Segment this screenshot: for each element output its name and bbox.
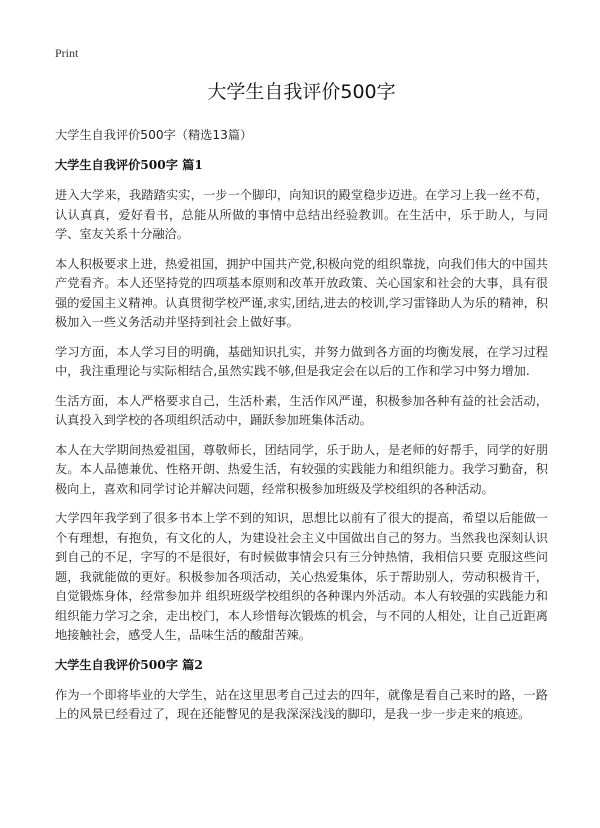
paragraph: 生活方面，本人严格要求自己，生活朴素，生活作风严谨，积极参加各种有益的社会活动，认真投入到学校的各项组织活动中，踊跃参加班集体活动。 <box>55 393 548 427</box>
print-link[interactable]: Print <box>55 46 79 60</box>
section-heading: 大学生自我评价500字 篇1 <box>55 158 203 172</box>
page-title: 大学生自我评价500字 <box>207 81 396 103</box>
section-1 <box>55 156 548 646</box>
section-2 <box>55 656 548 725</box>
paragraph: 大学四年我学到了很多书本上学不到的知识，思想比以前有了很大的提高，希望以后能做一个有理想，有抱负，有文化的人，为建设社会主义中国做出自己的努力。当然我也深刻认识到自己的不足，字写的不是很好，有时候做事情会只有三分钟热情，我相信只要 克服这些问题，我就能做的更好。积极参加各项活动，关心热爱集体，乐于帮助别人，劳动积极肯干，自觉锻炼身体，经常参加并 组织班级学校组织的各种课内外活动。本人有较强的实践能力和组织能力学习之余，走出校门，本人珍惜每次锻炼的机会，与不同的人相处，让自己近距离地接触社会，感受人生，品味生活的酸甜苦辣。 <box>55 511 548 642</box>
paragraph: 作为一个即将毕业的大学生，站在这里思考自己过去的四年，就像是看自己来时的路，一路上的风景已经看过了，现在还能瞥见的是我深深浅浅的脚印，是我一步一步走来的痕迹。 <box>55 687 548 721</box>
paragraph: 学习方面，本人学习目的明确，基础知识扎实，并努力做到各方面的均衡发展，在学习过程中，我注重理论与实际相结合,虽然实践不够,但是我定会在以后的工作和学习中努力增加. <box>55 344 548 378</box>
section-heading: 大学生自我评价500字 篇2 <box>55 657 203 672</box>
paragraph: 本人在大学期间热爱祖国，尊敬师长，团结同学，乐于助人，是老师的好帮手，同学的好朋友。本人品德兼优、性格开朗、热爱生活，有较强的实践能力和组织能力。我学习勤奋，积极向上，喜欢和同学讨论并解决问题，经常积极参加班级及学校组织的各种活动。 <box>55 442 548 496</box>
paragraph: 进入大学来，我踏踏实实，一步一个脚印，向知识的殿堂稳步迈进。在学习上我一丝不苟，认认真真，爱好看书，总能从所做的事情中总结出经验教训。在生活中，乐于助人，与同学、室友关系十分融洽。 <box>55 188 548 241</box>
paragraph: 本人积极要求上进，热爱祖国，拥护中国共产党,积极向党的组织靠拢，向我们伟大的中国共产党看齐。本人还坚持党的四项基本原则和改革开放政策、关心国家和社会的大事，具有很强的爱国主义精神。认真贯彻学校严谨,求实,团结,进去的校训,学习雷锋助人为乐的精神，积极加入一些义务活动并坚持到社会上做好事。 <box>55 256 548 329</box>
document-subtitle: 大学生自我评价500字（精选13篇） <box>55 128 253 142</box>
